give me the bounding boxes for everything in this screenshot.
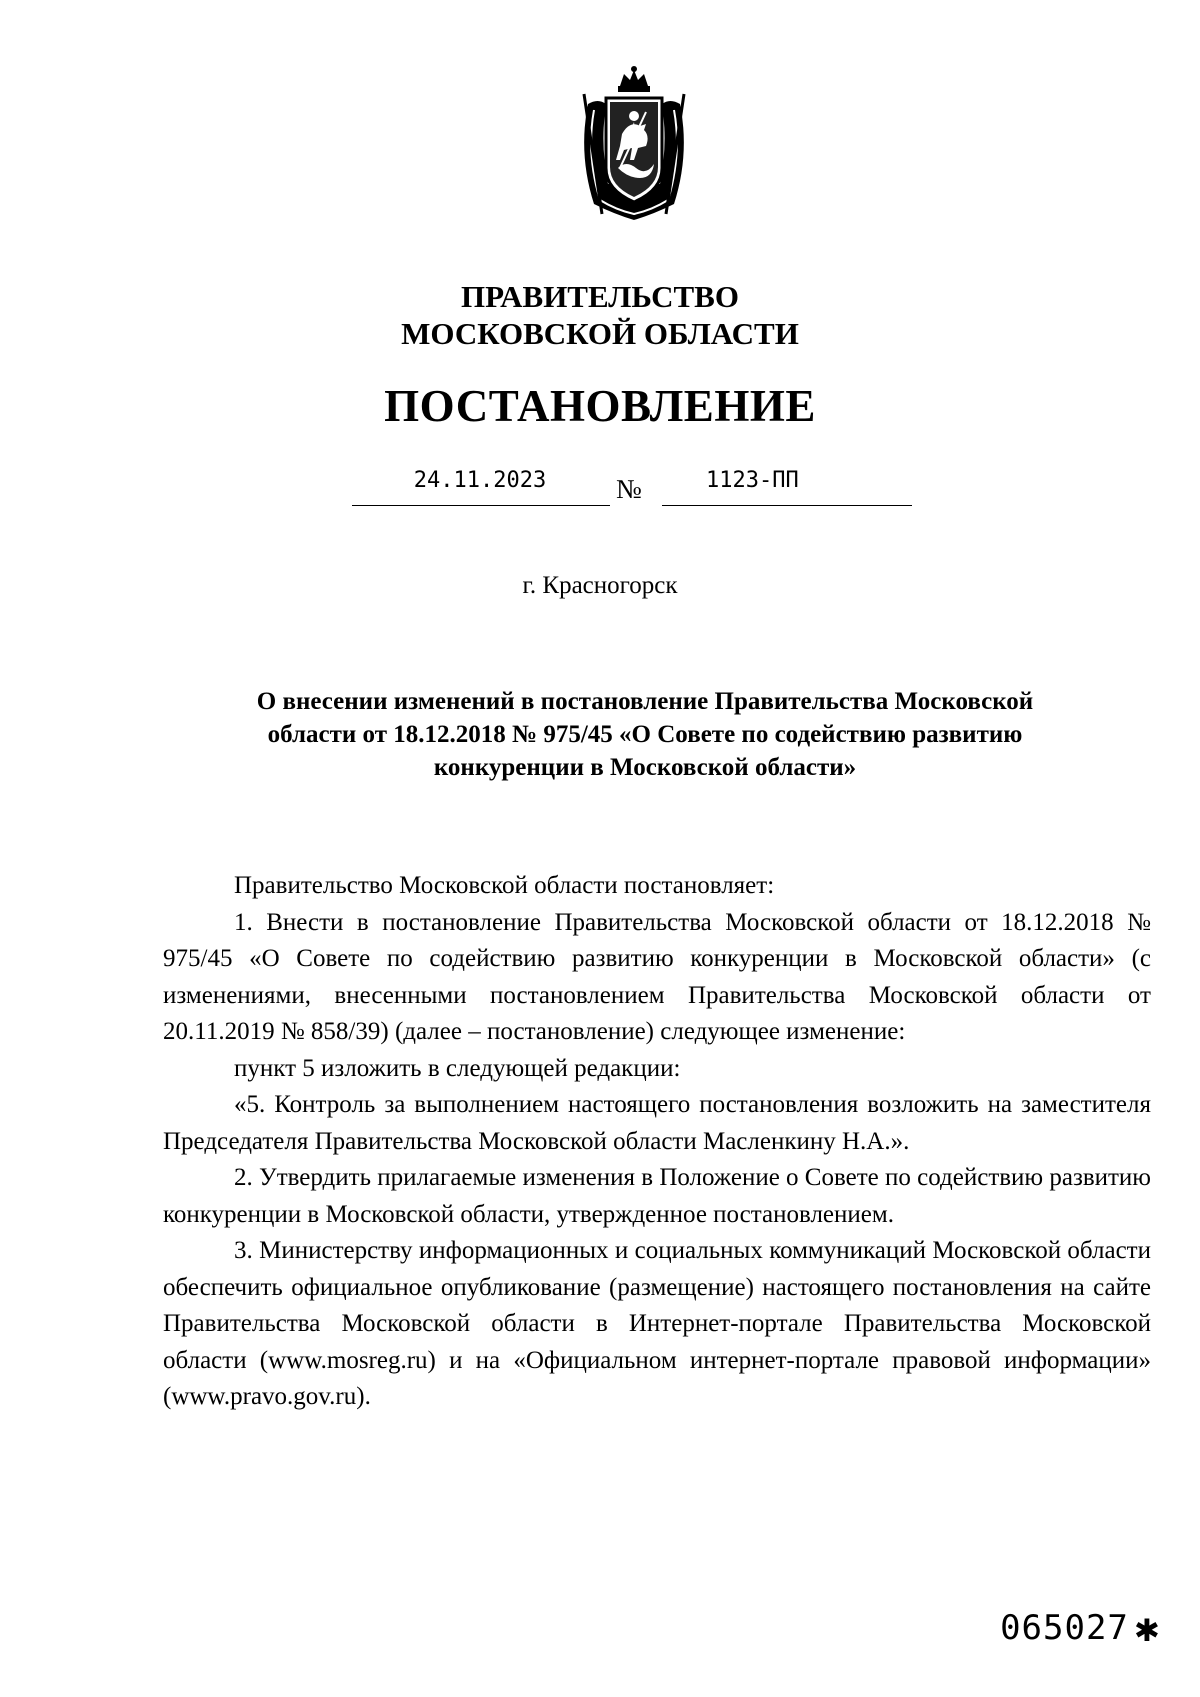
subject-line-3: конкуренции в Московской области» bbox=[433, 754, 857, 781]
paragraph-1-instruction: пункт 5 изложить в следующей редакции: bbox=[234, 1054, 681, 1082]
document-number: 1123-ПП bbox=[706, 468, 799, 493]
paragraph-1-new-text: «5. Контроль за выполнением настоящего постановления возложить на заместителя Председателя Правительства Московской области Масленкину Н.А.». bbox=[163, 1091, 1151, 1155]
number-sign: № bbox=[616, 474, 642, 504]
city-name: г. Красногорск bbox=[522, 572, 678, 599]
issuing-authority bbox=[0, 278, 1200, 352]
paragraph-3: 3. Министерству информационных и социальных коммуникаций Московской области обеспечить официальное опубликование (размещение) настоящего постановления на сайте Правительства Московской области в Интернет-портале Правительства Московской области (www.mosreg.ru) и на «Официальном интернет-портале правовой информации» (www.pravo.gov.ru). bbox=[163, 1237, 1151, 1410]
document-subject bbox=[210, 685, 1080, 784]
authority-line-2: МОСКОВСКОЙ ОБЛАСТИ bbox=[401, 316, 799, 351]
asterisk-mark-icon: ✱ bbox=[1134, 1605, 1160, 1651]
preamble-paragraph: Правительство Московской области постановляет: bbox=[234, 872, 775, 899]
paragraph-1: 1. Внести в постановление Правительства Московской области от 18.12.2018 № 975/45 «О Совете по содействию развитию конкуренции в Московской области» (с изменениями, внесенными постановлением Правительства Московской области от 20.11.2019 № 858/39) (далее – постановление) следующее изменение: bbox=[163, 908, 1151, 1045]
serial-digits: 065027 bbox=[1000, 1608, 1129, 1648]
subject-line-1: О внесении изменений в постановление Правительства Московской bbox=[256, 688, 1034, 715]
subject-line-2: области от 18.12.2018 № 975/45 «О Совете по содействию развитию bbox=[267, 721, 1023, 748]
document-date: 24.11.2023 bbox=[413, 468, 547, 493]
document-type-title: ПОСТАНОВЛЕНИЕ bbox=[384, 381, 816, 431]
authority-line-1: ПРАВИТЕЛЬСТВО bbox=[461, 279, 739, 314]
number-underline bbox=[662, 505, 912, 506]
registration-line bbox=[352, 468, 912, 508]
date-underline bbox=[352, 505, 610, 506]
document-body bbox=[163, 868, 1151, 1416]
paragraph-2: 2. Утвердить прилагаемые изменения в Положение о Совете по содействию развитию конкуренции в Московской области, утвержденное постановлением. bbox=[163, 1164, 1151, 1228]
coat-of-arms-icon bbox=[574, 64, 694, 226]
form-serial-number bbox=[1000, 1605, 1160, 1651]
